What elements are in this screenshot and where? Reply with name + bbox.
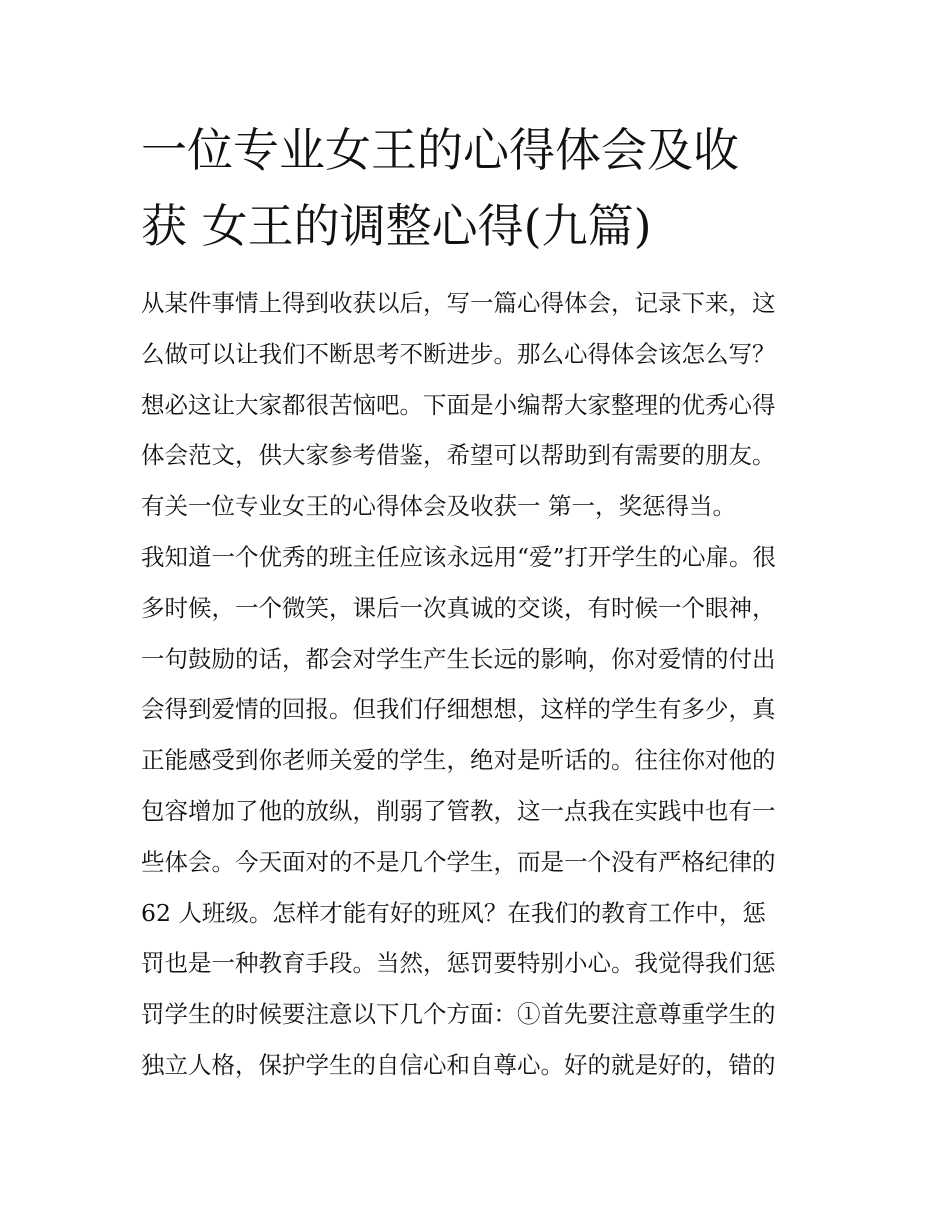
body-line: 多时候，一个微笑，课后一次真诚的交谈，有时候一个眼神， bbox=[141, 593, 776, 622]
body-line: 62 人班级。怎样才能有好的班风？在我们的教育工作中，惩 bbox=[141, 898, 766, 927]
body-line: 罚学生的时候要注意以下几个方面：①首先要注意尊重学生的 bbox=[141, 1000, 776, 1029]
document-body bbox=[141, 278, 821, 1091]
body-line: 我知道一个优秀的班主任应该永远用“爱”打开学生的心扉。很 bbox=[141, 542, 777, 571]
body-line: 独立人格，保护学生的自信心和自尊心。好的就是好的，错的 bbox=[141, 1050, 776, 1079]
title-line: 获 女王的调整心得(九篇) bbox=[141, 199, 652, 253]
body-line: 包容增加了他的放纵，削弱了管教，这一点我在实践中也有一 bbox=[141, 796, 776, 825]
body-line: 有关一位专业女王的心得体会及收获一 第一，奖惩得当。 bbox=[141, 492, 736, 521]
body-line: 想必这让大家都很苦恼吧。下面是小编帮大家整理的优秀心得 bbox=[141, 390, 776, 419]
title-line: 一位专业女王的心得体会及收 bbox=[141, 123, 739, 177]
body-line: 些体会。今天面对的不是几个学生，而是一个没有严格纪律的 bbox=[141, 847, 776, 876]
body-line: 从某件事情上得到收获以后，写一篇心得体会，记录下来，这 bbox=[141, 289, 776, 317]
body-line: 正能感受到你老师关爱的学生，绝对是听话的。往往你对他的 bbox=[141, 746, 776, 775]
body-line: 一句鼓励的话，都会对学生产生长远的影响，你对爱情的付出 bbox=[141, 644, 776, 673]
document-title bbox=[141, 112, 821, 264]
body-line: 会得到爱情的回报。但我们仔细想想，这样的学生有多少，真 bbox=[141, 695, 776, 724]
body-line: 罚也是一种教育手段。当然，惩罚要特别小心。我觉得我们惩 bbox=[141, 949, 776, 978]
body-line: 体会范文，供大家参考借鉴，希望可以帮助到有需要的朋友。 bbox=[141, 441, 776, 470]
body-line: 么做可以让我们不断思考不断进步。那么心得体会该怎么写？ bbox=[141, 339, 776, 368]
